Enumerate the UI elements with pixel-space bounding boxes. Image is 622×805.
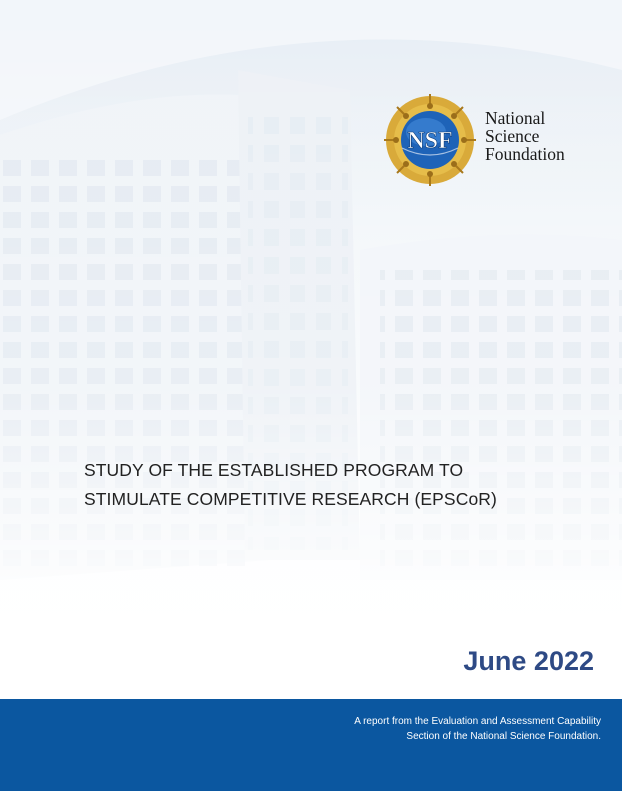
- wordmark-line-1: National: [485, 108, 546, 128]
- nsf-wordmark: [485, 109, 565, 163]
- wordmark-line-3: Foundation: [485, 144, 565, 164]
- report-title: [84, 456, 544, 514]
- report-title-line-1: STUDY OF THE ESTABLISHED PROGRAM TO: [84, 460, 464, 480]
- footer-attribution: [354, 714, 601, 744]
- footer-band: [0, 699, 622, 791]
- nsf-seal-text: NSF: [407, 128, 453, 154]
- bottom-margin: [0, 791, 622, 805]
- wordmark-line-2: Science: [485, 126, 540, 146]
- report-title-line-2: STIMULATE COMPETITIVE RESEARCH (EPSCoR): [84, 489, 497, 509]
- nsf-seal-icon: [382, 92, 478, 188]
- footer-line-2: Section of the National Science Foundation.: [406, 731, 601, 742]
- report-date: June 2022: [463, 646, 594, 676]
- footer-line-1: A report from the Evaluation and Assessment Capability: [354, 716, 601, 727]
- nsf-logo: [382, 92, 582, 192]
